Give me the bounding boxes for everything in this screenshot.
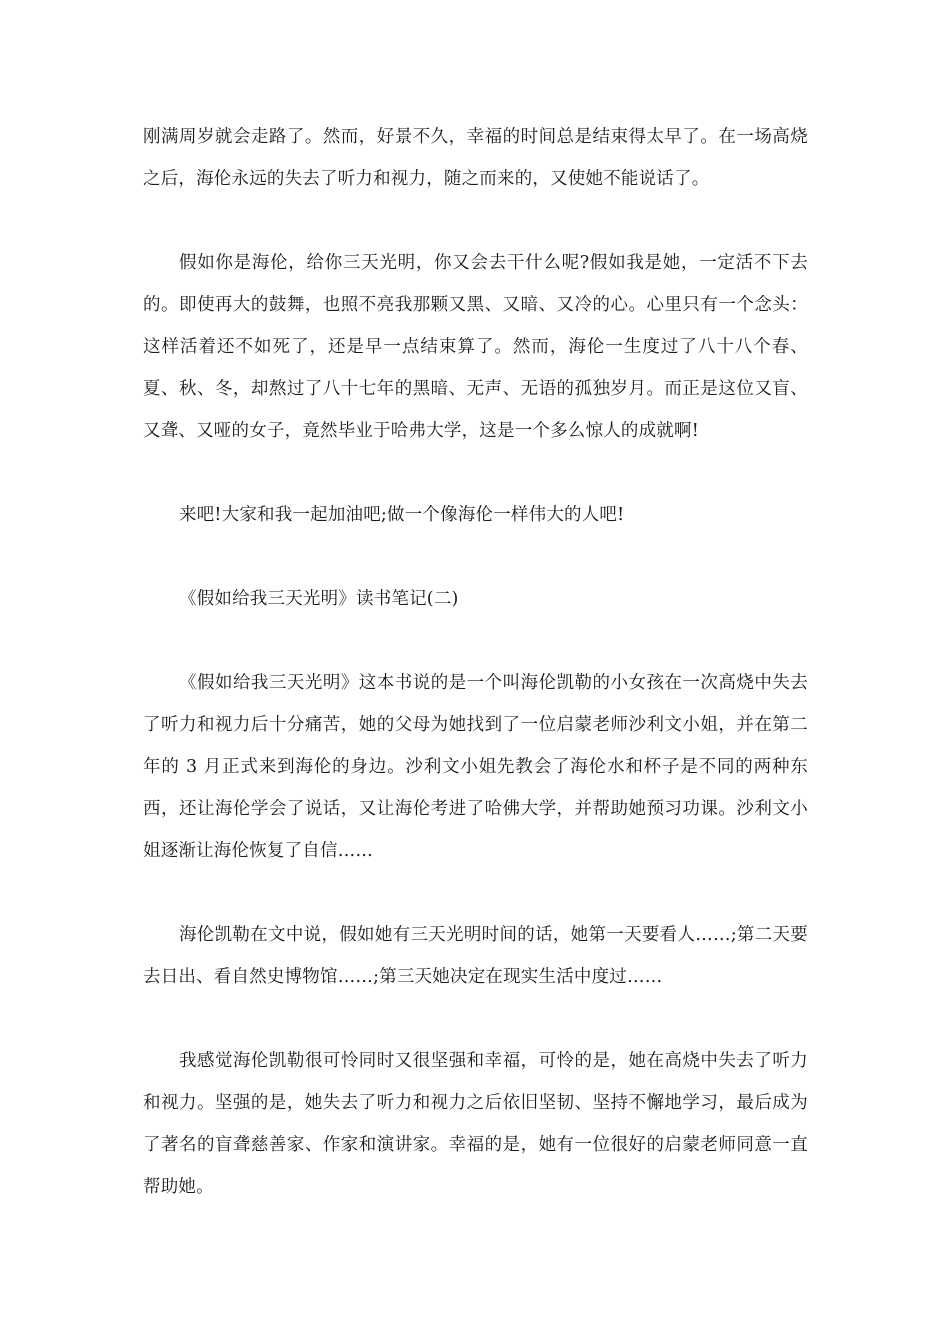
section-heading: 《假如给我三天光明》读书笔记(二): [179, 589, 459, 609]
paragraph-1: 刚满周岁就会走路了。然而，好景不久，幸福的时间总是结束得太早了。在一场高烧之后，海伦永远的失去了听力和视力，随之而来的，又使她不能说话了。: [143, 127, 808, 189]
paragraph-6: 海伦凯勒在文中说，假如她有三天光明时间的话，她第一天要看人……;第二天要去日出、看自然史博物馆……;第三天她决定在现实生活中度过……: [143, 925, 808, 987]
document-body: [143, 116, 808, 1208]
paragraph-5: 《假如给我三天光明》这本书说的是一个叫海伦凯勒的小女孩在一次高烧中失去了听力和视力后十分痛苦，她的父母为她找到了一位启蒙老师沙利文小姐，并在第二年的 3 月正式来到海伦的身边。沙利文小姐先教会了海伦水和杯子是不同的两种东西，还让海伦学会了说话，又让海伦考进了哈佛大学，并帮助她预习功课。沙利文小姐逐渐让海伦恢复了自信……: [143, 673, 808, 861]
paragraph-3: 来吧!大家和我一起加油吧;做一个像海伦一样伟大的人吧!: [179, 505, 625, 525]
paragraph-7: 我感觉海伦凯勒很可怜同时又很坚强和幸福，可怜的是，她在高烧中失去了听力和视力。坚强的是，她失去了听力和视力之后依旧坚韧、坚持不懈地学习，最后成为了著名的盲聋慈善家、作家和演讲家。幸福的是，她有一位很好的启蒙老师同意一直帮助她。: [143, 1051, 808, 1197]
paragraph-2: 假如你是海伦，给你三天光明，你又会去干什么呢?假如我是她，一定活不下去的。即使再大的鼓舞，也照不亮我那颗又黑、又暗、又冷的心。心里只有一个念头：这样活着还不如死了，还是早一点结束算了。然而，海伦一生度过了八十八个春、夏、秋、冬，却熬过了八十七年的黑暗、无声、无语的孤独岁月。而正是这位又盲、又聋、又哑的女子，竟然毕业于哈弗大学，这是一个多么惊人的成就啊!: [143, 253, 808, 441]
